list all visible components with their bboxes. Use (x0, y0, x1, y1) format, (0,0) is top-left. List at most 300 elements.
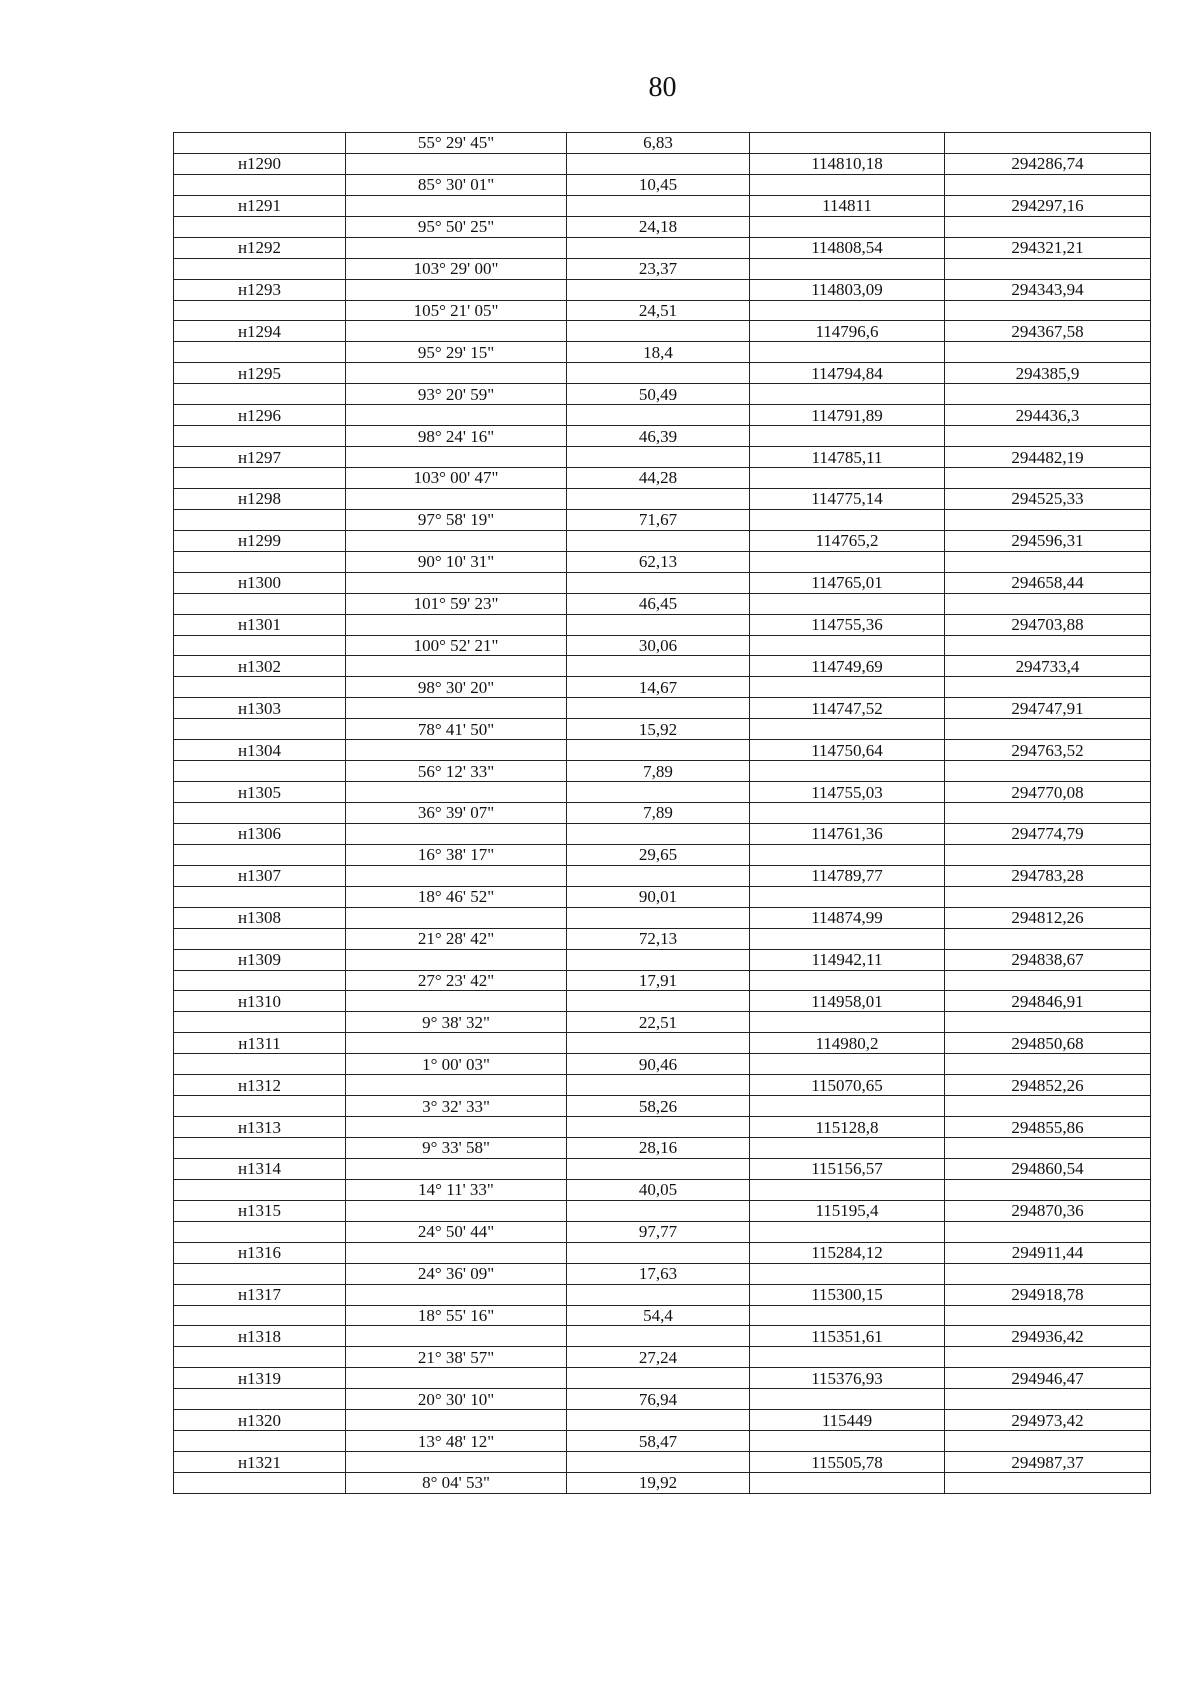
length-cell: 18,4 (567, 342, 750, 363)
x-cell (750, 1305, 945, 1326)
x-cell (750, 593, 945, 614)
point-row (174, 321, 1151, 342)
y-cell (945, 677, 1151, 698)
point-row (174, 1117, 1151, 1138)
length-cell: 90,01 (567, 886, 750, 907)
x-cell (750, 1054, 945, 1075)
angle-cell (346, 698, 567, 719)
angle-cell: 21° 28' 42" (346, 928, 567, 949)
point-cell (174, 886, 346, 907)
point-row (174, 782, 1151, 803)
point-cell: н1303 (174, 698, 346, 719)
segment-row (174, 1096, 1151, 1117)
length-cell (567, 907, 750, 928)
y-cell (945, 1347, 1151, 1368)
point-cell: н1311 (174, 1033, 346, 1054)
x-cell (750, 886, 945, 907)
point-cell (174, 342, 346, 363)
y-cell: 294733,4 (945, 656, 1151, 677)
length-cell: 71,67 (567, 509, 750, 530)
x-cell (750, 133, 945, 154)
length-cell (567, 740, 750, 761)
x-cell: 114808,54 (750, 237, 945, 258)
x-cell (750, 803, 945, 824)
y-cell: 294286,74 (945, 153, 1151, 174)
x-cell (750, 342, 945, 363)
point-cell (174, 551, 346, 572)
x-cell: 115195,4 (750, 1200, 945, 1221)
point-row (174, 740, 1151, 761)
length-cell: 24,51 (567, 300, 750, 321)
segment-row (174, 216, 1151, 237)
angle-cell: 9° 33' 58" (346, 1138, 567, 1159)
length-cell: 10,45 (567, 174, 750, 195)
x-cell: 114791,89 (750, 405, 945, 426)
angle-cell (346, 195, 567, 216)
length-cell (567, 1033, 750, 1054)
length-cell (567, 991, 750, 1012)
angle-cell (346, 1200, 567, 1221)
x-cell: 114765,2 (750, 530, 945, 551)
segment-row (174, 593, 1151, 614)
angle-cell (346, 488, 567, 509)
angle-cell: 95° 29' 15" (346, 342, 567, 363)
segment-row (174, 928, 1151, 949)
segment-row (174, 886, 1151, 907)
angle-cell (346, 321, 567, 342)
x-cell: 114755,03 (750, 782, 945, 803)
length-cell: 17,91 (567, 970, 750, 991)
y-cell: 294946,47 (945, 1368, 1151, 1389)
length-cell: 24,18 (567, 216, 750, 237)
segment-row (174, 384, 1151, 405)
y-cell (945, 1054, 1151, 1075)
y-cell: 294846,91 (945, 991, 1151, 1012)
point-cell (174, 1179, 346, 1200)
angle-cell (346, 1242, 567, 1263)
point-row (174, 1410, 1151, 1431)
angle-cell (346, 1117, 567, 1138)
length-cell (567, 195, 750, 216)
length-cell: 76,94 (567, 1389, 750, 1410)
x-cell: 114789,77 (750, 865, 945, 886)
point-cell (174, 426, 346, 447)
segment-row (174, 509, 1151, 530)
segment-row (174, 342, 1151, 363)
point-cell (174, 635, 346, 656)
length-cell: 28,16 (567, 1138, 750, 1159)
x-cell (750, 1138, 945, 1159)
angle-cell: 14° 11' 33" (346, 1179, 567, 1200)
x-cell (750, 300, 945, 321)
y-cell: 294936,42 (945, 1326, 1151, 1347)
angle-cell (346, 1410, 567, 1431)
y-cell: 294911,44 (945, 1242, 1151, 1263)
y-cell (945, 1179, 1151, 1200)
length-cell (567, 614, 750, 635)
point-cell: н1314 (174, 1158, 346, 1179)
length-cell (567, 782, 750, 803)
y-cell (945, 1221, 1151, 1242)
point-cell: н1302 (174, 656, 346, 677)
x-cell (750, 468, 945, 489)
y-cell: 294321,21 (945, 237, 1151, 258)
point-cell (174, 133, 346, 154)
segment-row (174, 133, 1151, 154)
length-cell (567, 237, 750, 258)
length-cell (567, 1368, 750, 1389)
point-cell (174, 1431, 346, 1452)
y-cell (945, 1263, 1151, 1284)
length-cell: 7,89 (567, 803, 750, 824)
angle-cell (346, 991, 567, 1012)
point-cell (174, 677, 346, 698)
length-cell: 58,26 (567, 1096, 750, 1117)
length-cell (567, 698, 750, 719)
point-row (174, 195, 1151, 216)
point-cell: н1299 (174, 530, 346, 551)
x-cell: 114810,18 (750, 153, 945, 174)
x-cell (750, 677, 945, 698)
x-cell (750, 384, 945, 405)
angle-cell (346, 1368, 567, 1389)
x-cell: 115156,57 (750, 1158, 945, 1179)
point-row (174, 656, 1151, 677)
length-cell: 29,65 (567, 844, 750, 865)
length-cell (567, 1242, 750, 1263)
point-cell: н1293 (174, 279, 346, 300)
x-cell (750, 1431, 945, 1452)
point-cell (174, 928, 346, 949)
length-cell: 62,13 (567, 551, 750, 572)
point-cell: н1310 (174, 991, 346, 1012)
segment-row (174, 844, 1151, 865)
angle-cell (346, 572, 567, 593)
angle-cell: 36° 39' 07" (346, 803, 567, 824)
angle-cell: 55° 29' 45" (346, 133, 567, 154)
point-row (174, 405, 1151, 426)
angle-cell: 97° 58' 19" (346, 509, 567, 530)
point-row (174, 153, 1151, 174)
length-cell: 7,89 (567, 761, 750, 782)
angle-cell: 1° 00' 03" (346, 1054, 567, 1075)
point-cell: н1305 (174, 782, 346, 803)
x-cell: 114942,11 (750, 949, 945, 970)
point-row (174, 488, 1151, 509)
point-cell (174, 1096, 346, 1117)
point-row (174, 1075, 1151, 1096)
y-cell (945, 1305, 1151, 1326)
segment-row (174, 1305, 1151, 1326)
y-cell (945, 1138, 1151, 1159)
point-cell (174, 1012, 346, 1033)
point-cell: н1300 (174, 572, 346, 593)
angle-cell: 98° 24' 16" (346, 426, 567, 447)
y-cell: 294703,88 (945, 614, 1151, 635)
y-cell: 294436,3 (945, 405, 1151, 426)
y-cell (945, 384, 1151, 405)
x-cell (750, 1221, 945, 1242)
y-cell: 294482,19 (945, 447, 1151, 468)
point-row (174, 698, 1151, 719)
point-cell: н1309 (174, 949, 346, 970)
length-cell: 22,51 (567, 1012, 750, 1033)
angle-cell (346, 740, 567, 761)
x-cell: 115449 (750, 1410, 945, 1431)
point-cell: н1297 (174, 447, 346, 468)
point-cell (174, 1221, 346, 1242)
y-cell: 294973,42 (945, 1410, 1151, 1431)
x-cell (750, 1473, 945, 1494)
x-cell (750, 1179, 945, 1200)
segment-row (174, 1012, 1151, 1033)
point-cell (174, 174, 346, 195)
point-cell (174, 384, 346, 405)
point-cell (174, 1305, 346, 1326)
point-cell (174, 509, 346, 530)
point-row (174, 1284, 1151, 1305)
length-cell: 54,4 (567, 1305, 750, 1326)
x-cell (750, 426, 945, 447)
length-cell: 72,13 (567, 928, 750, 949)
x-cell: 114958,01 (750, 991, 945, 1012)
length-cell (567, 279, 750, 300)
point-cell: н1317 (174, 1284, 346, 1305)
angle-cell: 24° 36' 09" (346, 1263, 567, 1284)
point-cell (174, 1138, 346, 1159)
x-cell (750, 928, 945, 949)
y-cell: 294596,31 (945, 530, 1151, 551)
x-cell (750, 509, 945, 530)
length-cell: 27,24 (567, 1347, 750, 1368)
point-row (174, 907, 1151, 928)
length-cell: 30,06 (567, 635, 750, 656)
point-cell (174, 844, 346, 865)
x-cell: 114794,84 (750, 363, 945, 384)
point-cell (174, 300, 346, 321)
x-cell: 115351,61 (750, 1326, 945, 1347)
length-cell (567, 572, 750, 593)
segment-row (174, 174, 1151, 195)
length-cell (567, 488, 750, 509)
x-cell (750, 635, 945, 656)
y-cell: 294385,9 (945, 363, 1151, 384)
point-cell (174, 1054, 346, 1075)
point-cell: н1306 (174, 823, 346, 844)
point-cell (174, 468, 346, 489)
length-cell (567, 949, 750, 970)
angle-cell (346, 279, 567, 300)
y-cell: 294783,28 (945, 865, 1151, 886)
y-cell: 294747,91 (945, 698, 1151, 719)
point-cell (174, 761, 346, 782)
angle-cell (346, 405, 567, 426)
length-cell (567, 447, 750, 468)
length-cell (567, 1284, 750, 1305)
x-cell: 115128,8 (750, 1117, 945, 1138)
point-row (174, 823, 1151, 844)
x-cell: 115376,93 (750, 1368, 945, 1389)
y-cell (945, 761, 1151, 782)
x-cell (750, 1263, 945, 1284)
length-cell (567, 1158, 750, 1179)
segment-row (174, 719, 1151, 740)
angle-cell: 24° 50' 44" (346, 1221, 567, 1242)
length-cell: 46,45 (567, 593, 750, 614)
length-cell: 23,37 (567, 258, 750, 279)
point-cell (174, 216, 346, 237)
x-cell: 115505,78 (750, 1452, 945, 1473)
angle-cell (346, 865, 567, 886)
angle-cell (346, 949, 567, 970)
x-cell (750, 1012, 945, 1033)
point-cell: н1296 (174, 405, 346, 426)
x-cell: 114750,64 (750, 740, 945, 761)
point-row (174, 447, 1151, 468)
angle-cell: 13° 48' 12" (346, 1431, 567, 1452)
length-cell (567, 405, 750, 426)
x-cell: 114796,6 (750, 321, 945, 342)
angle-cell: 105° 21' 05" (346, 300, 567, 321)
y-cell: 294850,68 (945, 1033, 1151, 1054)
point-row (174, 949, 1151, 970)
segment-row (174, 1473, 1151, 1494)
point-row (174, 237, 1151, 258)
x-cell (750, 844, 945, 865)
x-cell: 114755,36 (750, 614, 945, 635)
y-cell: 294658,44 (945, 572, 1151, 593)
x-cell: 114811 (750, 195, 945, 216)
angle-cell: 95° 50' 25" (346, 216, 567, 237)
y-cell: 294870,36 (945, 1200, 1151, 1221)
length-cell (567, 363, 750, 384)
length-cell (567, 865, 750, 886)
length-cell (567, 1117, 750, 1138)
y-cell (945, 1473, 1151, 1494)
y-cell (945, 509, 1151, 530)
length-cell (567, 1075, 750, 1096)
segment-row (174, 1054, 1151, 1075)
segment-row (174, 1389, 1151, 1410)
point-cell (174, 719, 346, 740)
segment-row (174, 970, 1151, 991)
angle-cell: 21° 38' 57" (346, 1347, 567, 1368)
segment-row (174, 551, 1151, 572)
x-cell: 115070,65 (750, 1075, 945, 1096)
y-cell: 294770,08 (945, 782, 1151, 803)
point-row (174, 279, 1151, 300)
segment-row (174, 761, 1151, 782)
y-cell (945, 719, 1151, 740)
segment-row (174, 1347, 1151, 1368)
x-cell: 115300,15 (750, 1284, 945, 1305)
x-cell: 114785,11 (750, 447, 945, 468)
x-cell (750, 970, 945, 991)
length-cell: 15,92 (567, 719, 750, 740)
point-row (174, 1200, 1151, 1221)
y-cell (945, 258, 1151, 279)
x-cell: 114749,69 (750, 656, 945, 677)
y-cell (945, 844, 1151, 865)
point-cell: н1290 (174, 153, 346, 174)
angle-cell: 27° 23' 42" (346, 970, 567, 991)
point-cell (174, 258, 346, 279)
x-cell: 114775,14 (750, 488, 945, 509)
y-cell: 294343,94 (945, 279, 1151, 300)
point-row (174, 1452, 1151, 1473)
angle-cell (346, 153, 567, 174)
point-row (174, 572, 1151, 593)
segment-row (174, 1263, 1151, 1284)
angle-cell: 3° 32' 33" (346, 1096, 567, 1117)
angle-cell (346, 363, 567, 384)
point-cell: н1320 (174, 1410, 346, 1431)
length-cell: 14,67 (567, 677, 750, 698)
angle-cell (346, 656, 567, 677)
angle-cell (346, 237, 567, 258)
y-cell: 294987,37 (945, 1452, 1151, 1473)
angle-cell (346, 447, 567, 468)
segment-row (174, 1179, 1151, 1200)
y-cell: 294855,86 (945, 1117, 1151, 1138)
y-cell: 294297,16 (945, 195, 1151, 216)
point-cell: н1318 (174, 1326, 346, 1347)
point-cell: н1315 (174, 1200, 346, 1221)
point-cell (174, 970, 346, 991)
y-cell (945, 1012, 1151, 1033)
y-cell (945, 635, 1151, 656)
point-row (174, 1326, 1151, 1347)
coordinates-table (173, 132, 1151, 1494)
x-cell: 114803,09 (750, 279, 945, 300)
y-cell (945, 551, 1151, 572)
length-cell (567, 321, 750, 342)
length-cell (567, 1326, 750, 1347)
point-row (174, 363, 1151, 384)
point-cell: н1304 (174, 740, 346, 761)
point-cell (174, 1347, 346, 1368)
angle-cell (346, 1075, 567, 1096)
segment-row (174, 300, 1151, 321)
length-cell (567, 1200, 750, 1221)
angle-cell: 78° 41' 50" (346, 719, 567, 740)
angle-cell: 56° 12' 33" (346, 761, 567, 782)
length-cell: 50,49 (567, 384, 750, 405)
angle-cell: 101° 59' 23" (346, 593, 567, 614)
angle-cell: 8° 04' 53" (346, 1473, 567, 1494)
y-cell (945, 426, 1151, 447)
angle-cell: 93° 20' 59" (346, 384, 567, 405)
point-cell: н1292 (174, 237, 346, 258)
x-cell (750, 1347, 945, 1368)
angle-cell (346, 782, 567, 803)
y-cell (945, 886, 1151, 907)
angle-cell: 100° 52' 21" (346, 635, 567, 656)
angle-cell: 103° 00' 47" (346, 468, 567, 489)
length-cell (567, 1410, 750, 1431)
length-cell (567, 656, 750, 677)
point-cell: н1319 (174, 1368, 346, 1389)
y-cell: 294763,52 (945, 740, 1151, 761)
x-cell (750, 551, 945, 572)
x-cell (750, 719, 945, 740)
length-cell: 46,39 (567, 426, 750, 447)
y-cell (945, 300, 1151, 321)
point-row (174, 1033, 1151, 1054)
y-cell: 294860,54 (945, 1158, 1151, 1179)
length-cell (567, 823, 750, 844)
point-cell: н1307 (174, 865, 346, 886)
